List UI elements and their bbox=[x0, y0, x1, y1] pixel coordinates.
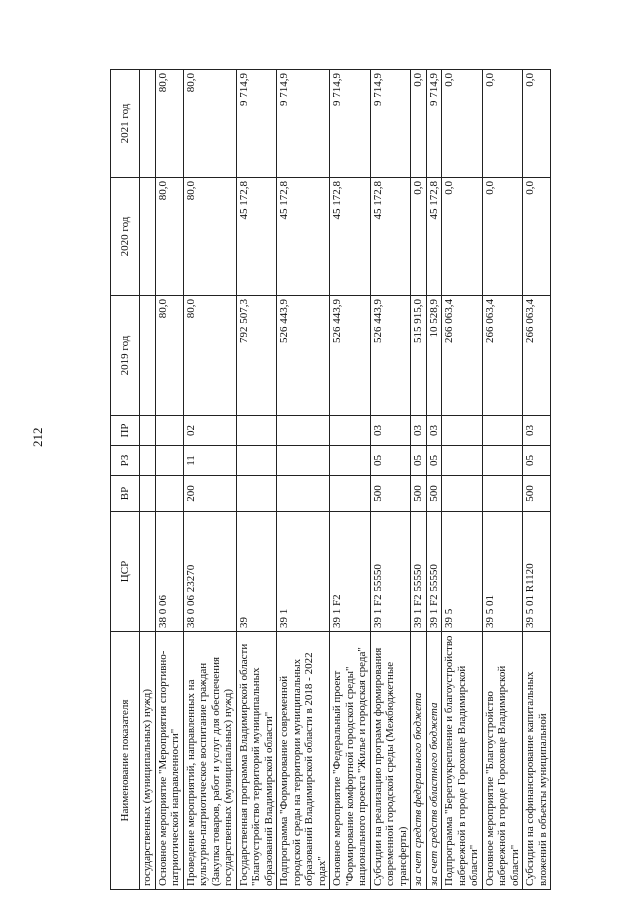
table-row bbox=[330, 70, 371, 890]
cell-csr bbox=[140, 512, 156, 632]
cell-name: за счет средств федерального бюджета bbox=[411, 632, 427, 890]
cell-csr: 39 1 F2 55550 bbox=[411, 512, 427, 632]
header-2020: 2020 год bbox=[111, 178, 140, 296]
cell-y2021: 9 714,9 bbox=[330, 70, 371, 178]
cell-y2020: 45 172,8 bbox=[370, 178, 411, 296]
cell-name: Подпрограмма "Берегоукрепление и благоустройство набережной в городе Гороховце Владимирской области" bbox=[442, 632, 483, 890]
cell-name: Основное мероприятие "Федеральный проект "Формирование комфортной городской среды" национального проекта "Жилье и городская среда" bbox=[330, 632, 371, 890]
cell-y2019: 526 443,9 bbox=[330, 296, 371, 416]
cell-name: государственных (муниципальных) нужд) bbox=[140, 632, 156, 890]
header-rz: РЗ bbox=[111, 446, 140, 476]
cell-y2020: 45 172,8 bbox=[330, 178, 371, 296]
table-row bbox=[426, 70, 442, 890]
cell-y2021: 0,0 bbox=[482, 70, 523, 178]
cell-y2020: 80,0 bbox=[155, 178, 183, 296]
cell-y2019 bbox=[140, 296, 156, 416]
cell-csr: 38 0 06 bbox=[155, 512, 183, 632]
cell-rz: 05 bbox=[370, 446, 411, 476]
header-2019: 2019 год bbox=[111, 296, 140, 416]
cell-vr bbox=[277, 476, 330, 512]
cell-vr bbox=[330, 476, 371, 512]
cell-vr bbox=[482, 476, 523, 512]
cell-name: Основное мероприятие "Мероприятия спортивно-патриотической направленности" bbox=[155, 632, 183, 890]
header-name: Наименование показателя bbox=[111, 632, 140, 890]
cell-pr bbox=[442, 416, 483, 446]
rotated-page-content bbox=[110, 70, 600, 890]
cell-name: Субсидии на софинансирование капитальных вложений в объекты муниципальной bbox=[523, 632, 551, 890]
cell-pr: 03 bbox=[426, 416, 442, 446]
cell-rz bbox=[140, 446, 156, 476]
cell-csr: 39 bbox=[236, 512, 277, 632]
cell-csr: 39 1 F2 55550 bbox=[426, 512, 442, 632]
cell-y2019: 526 443,9 bbox=[370, 296, 411, 416]
cell-y2020: 45 172,8 bbox=[236, 178, 277, 296]
cell-vr: 500 bbox=[426, 476, 442, 512]
table-row bbox=[183, 70, 236, 890]
cell-pr bbox=[140, 416, 156, 446]
page-number: 212 bbox=[30, 427, 45, 447]
table-row bbox=[411, 70, 427, 890]
budget-table bbox=[110, 69, 551, 890]
cell-name: Подпрограмма "Формирование современной городской среды на территории муниципальных образований Владимирской области в 2018 - 2022 годах" bbox=[277, 632, 330, 890]
table-row bbox=[482, 70, 523, 890]
cell-csr: 39 1 F2 bbox=[330, 512, 371, 632]
cell-y2021: 80,0 bbox=[183, 70, 236, 178]
cell-vr bbox=[236, 476, 277, 512]
cell-csr: 39 5 01 R1120 bbox=[523, 512, 551, 632]
cell-y2021: 0,0 bbox=[411, 70, 427, 178]
cell-pr: 03 bbox=[411, 416, 427, 446]
cell-vr bbox=[155, 476, 183, 512]
cell-y2019: 266 063,4 bbox=[482, 296, 523, 416]
cell-y2021 bbox=[140, 70, 156, 178]
cell-y2019: 10 528,9 bbox=[426, 296, 442, 416]
cell-name: Проведение мероприятий, направленных на культурно-патриотическое воспитание граждан (Закупка товаров, работ и услуг для обеспечения государственных (муниципальных) нужд) bbox=[183, 632, 236, 890]
cell-csr: 38 0 06 23270 bbox=[183, 512, 236, 632]
cell-rz: 05 bbox=[523, 446, 551, 476]
cell-vr: 200 bbox=[183, 476, 236, 512]
cell-y2019: 80,0 bbox=[155, 296, 183, 416]
header-pr: ПР bbox=[111, 416, 140, 446]
cell-name: Субсидии на реализацию программ формирования современной городской среды (Межбюджетные трансферты) bbox=[370, 632, 411, 890]
cell-rz bbox=[277, 446, 330, 476]
cell-y2020: 80,0 bbox=[183, 178, 236, 296]
cell-pr bbox=[482, 416, 523, 446]
table-row bbox=[523, 70, 551, 890]
table-row bbox=[236, 70, 277, 890]
cell-y2020: 45 172,8 bbox=[426, 178, 442, 296]
table-body bbox=[140, 70, 551, 890]
cell-y2020 bbox=[140, 178, 156, 296]
cell-vr bbox=[140, 476, 156, 512]
cell-rz bbox=[236, 446, 277, 476]
cell-vr: 500 bbox=[411, 476, 427, 512]
cell-y2021: 0,0 bbox=[523, 70, 551, 178]
cell-y2020: 45 172,8 bbox=[277, 178, 330, 296]
cell-pr: 03 bbox=[523, 416, 551, 446]
cell-y2019: 266 063,4 bbox=[523, 296, 551, 416]
table-row bbox=[277, 70, 330, 890]
cell-vr: 500 bbox=[370, 476, 411, 512]
table-row bbox=[370, 70, 411, 890]
table-row bbox=[442, 70, 483, 890]
cell-rz: 11 bbox=[183, 446, 236, 476]
cell-y2019: 515 915,0 bbox=[411, 296, 427, 416]
cell-rz bbox=[482, 446, 523, 476]
cell-name: Государственная программа Владимирской области "Благоустройство территорий муниципальных образований Владимирской области" bbox=[236, 632, 277, 890]
cell-name: Основное мероприятие "Благоустройство набережной в городе Гороховце Владимирской области" bbox=[482, 632, 523, 890]
cell-y2020: 0,0 bbox=[442, 178, 483, 296]
cell-vr bbox=[442, 476, 483, 512]
cell-y2021: 0,0 bbox=[442, 70, 483, 178]
cell-csr: 39 5 01 bbox=[482, 512, 523, 632]
cell-y2021: 9 714,9 bbox=[370, 70, 411, 178]
cell-pr bbox=[236, 416, 277, 446]
cell-rz bbox=[442, 446, 483, 476]
header-2021: 2021 год bbox=[111, 70, 140, 178]
cell-csr: 39 1 bbox=[277, 512, 330, 632]
table-header-row bbox=[111, 70, 140, 890]
table-row bbox=[140, 70, 156, 890]
cell-y2020: 0,0 bbox=[411, 178, 427, 296]
cell-y2019: 526 443,9 bbox=[277, 296, 330, 416]
cell-y2019: 792 507,3 bbox=[236, 296, 277, 416]
cell-rz bbox=[155, 446, 183, 476]
header-csr: ЦСР bbox=[111, 512, 140, 632]
cell-y2019: 80,0 bbox=[183, 296, 236, 416]
cell-csr: 39 5 bbox=[442, 512, 483, 632]
cell-csr: 39 1 F2 55550 bbox=[370, 512, 411, 632]
cell-name: за счет средств областного бюджета bbox=[426, 632, 442, 890]
table-row bbox=[155, 70, 183, 890]
cell-rz: 05 bbox=[411, 446, 427, 476]
cell-y2019: 266 063,4 bbox=[442, 296, 483, 416]
cell-y2021: 9 714,9 bbox=[236, 70, 277, 178]
cell-y2021: 9 714,9 bbox=[426, 70, 442, 178]
cell-pr: 03 bbox=[370, 416, 411, 446]
cell-rz: 05 bbox=[426, 446, 442, 476]
cell-y2020: 0,0 bbox=[482, 178, 523, 296]
cell-pr bbox=[330, 416, 371, 446]
cell-pr: 02 bbox=[183, 416, 236, 446]
cell-rz bbox=[330, 446, 371, 476]
header-vr: ВР bbox=[111, 476, 140, 512]
cell-y2021: 9 714,9 bbox=[277, 70, 330, 178]
cell-pr bbox=[155, 416, 183, 446]
cell-y2021: 80,0 bbox=[155, 70, 183, 178]
cell-pr bbox=[277, 416, 330, 446]
cell-vr: 500 bbox=[523, 476, 551, 512]
cell-y2020: 0,0 bbox=[523, 178, 551, 296]
